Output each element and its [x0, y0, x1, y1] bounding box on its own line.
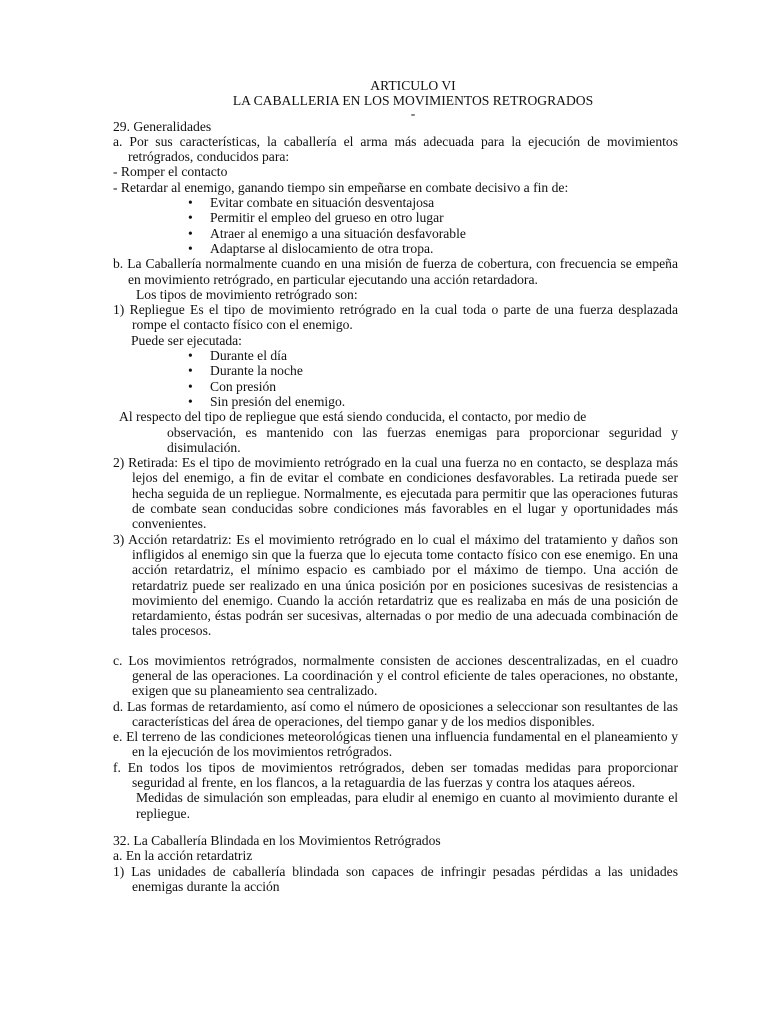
article-title: LA CABALLERIA EN LOS MOVIMIENTOS RETROGRADOS — [232, 93, 594, 109]
section-32-heading: 32. La Caballería Blindada en los Movimientos Retrógrados — [113, 832, 441, 848]
bullet-item: • Durante la noche — [188, 363, 678, 378]
bullet-list-objetivos — [113, 195, 678, 256]
item-1-puede: Puede ser ejecutada: — [131, 332, 242, 348]
paragraph-f: f. En todos los tipos de movimientos retrógrados, deben ser tomadas medidas para proporcionar seguridad al frente, en los flancos, a la retaguardia de las fuerzas y contra los ataques aéreos. — [113, 759, 678, 791]
dash-item-romper: - Romper el contacto — [113, 164, 228, 180]
bullet-item: • Atraer al enemigo a una situación desfavorable — [188, 226, 678, 241]
paragraph-b: b. La Caballería normalmente cuando en una misión de fuerza de cobertura, con frecuencia se empeña en movimiento retrógrado, en particular ejecutando una acción retardadora. — [113, 256, 678, 287]
paragraph-d: d. Las formas de retardamiento, así como el número de oposiciones a seleccionar son resultantes de las características del área de operaciones, del tiempo ganar y de los medios disponibles. — [113, 698, 678, 729]
bullet-item: • Evitar combate en situación desventajosa — [188, 195, 678, 210]
observacion-line1: Al respecto del tipo de repliegue que está siendo conducida, el contacto, por medio de — [119, 409, 587, 425]
paragraph-c: c. Los movimientos retrógrados, normalmente consisten de acciones descentralizadas, en el cuadro general de las operaciones. La coordinación y el control eficiente de tales operaciones, no obstante, exigen que su planeamiento sea centralizado. — [113, 652, 678, 699]
bullet-list-repliegue — [113, 348, 678, 409]
article-number: ARTICULO VI — [370, 78, 456, 93]
item-3-accion-retardatriz: 3) Acción retardatriz: Es el movimiento retrógrado en lo cual el máximo del tratamiento y daños son infligidos al enemigo sin que la fuerza que lo ejecuta tome contacto físico con ese enemigo. En una acción retardatriz, el mínimo espacio es cambiado por el máximo de tiempo. Una acción de retardatriz puede ser realizado en una única posición por en posiciones sucesivas de resistencias a movimiento del enemigo. Cuando la acción retardatriz que es realizaba en más de una posición de retardamiento, éstas podrán ser sucesivas, alternadas o por medio de una adecuada combinación de tales procesos. — [113, 531, 678, 639]
bullet-item: • Durante el día — [188, 348, 678, 363]
spacer — [113, 821, 678, 833]
title-dash: - — [410, 105, 416, 121]
section-29-heading: 29. Generalidades — [113, 118, 212, 134]
spacer — [113, 639, 678, 653]
bullet-item: • Permitir el empleo del grueso en otro lugar — [188, 210, 678, 225]
paragraph-a: a. Por sus características, la caballería el arma más adecuada para la ejecución de movimientos retrógrados, conducidos para: — [113, 133, 678, 165]
item-2-retirada: 2) Retirada: Es el tipo de movimiento retrógrado en la cual una fuerza no en contacto, se desplaza más lejos del enemigo, a fin de evitar el combate en condiciones desfavorables. La retirada puede ser hecha seguida de un repliegue. Normalmente, es ejecutada para permitir que las operaciones futuras de combate sean conducidas sobre condiciones más favorables en el lugar y oportunidades más convenientes. — [113, 455, 678, 532]
section-32-item-1: 1) Las unidades de caballería blindada son capaces de infringir pesadas pérdidas a las unidades enemigas durante la acción — [113, 863, 678, 894]
observacion-rest: observación, es mantenido con las fuerzas enemigas para proporcionar seguridad y disimulación. — [167, 424, 678, 455]
bullet-item: • Adaptarse al dislocamiento de otra tropa. — [188, 241, 678, 256]
paragraph-f-medidas: Medidas de simulación son empleadas, para eludir al enemigo en cuanto al movimiento durante el repliegue. — [136, 790, 678, 821]
item-1-repliegue: 1) Repliegue Es el tipo de movimiento retrógrado en la cual toda o parte de una fuerza desplazada rompe el contacto físico con el enemigo. — [113, 302, 678, 333]
paragraph-e: e. El terreno de las condiciones meteorológicas tienen una influencia fundamental en el planeamiento y en la ejecución de los movimientos retrógrados. — [113, 729, 678, 760]
section-32-a: a. En la acción retardatriz — [113, 848, 253, 864]
bullet-item: • Con presión — [188, 379, 678, 394]
bullet-item: • Sin presión del enemigo. — [188, 394, 678, 409]
paragraph-b-tipos: Los tipos de movimiento retrógrado son: — [136, 286, 358, 302]
dash-item-retardar: - Retardar al enemigo, ganando tiempo sin empeñarse en combate decisivo a fin de: — [113, 179, 569, 195]
